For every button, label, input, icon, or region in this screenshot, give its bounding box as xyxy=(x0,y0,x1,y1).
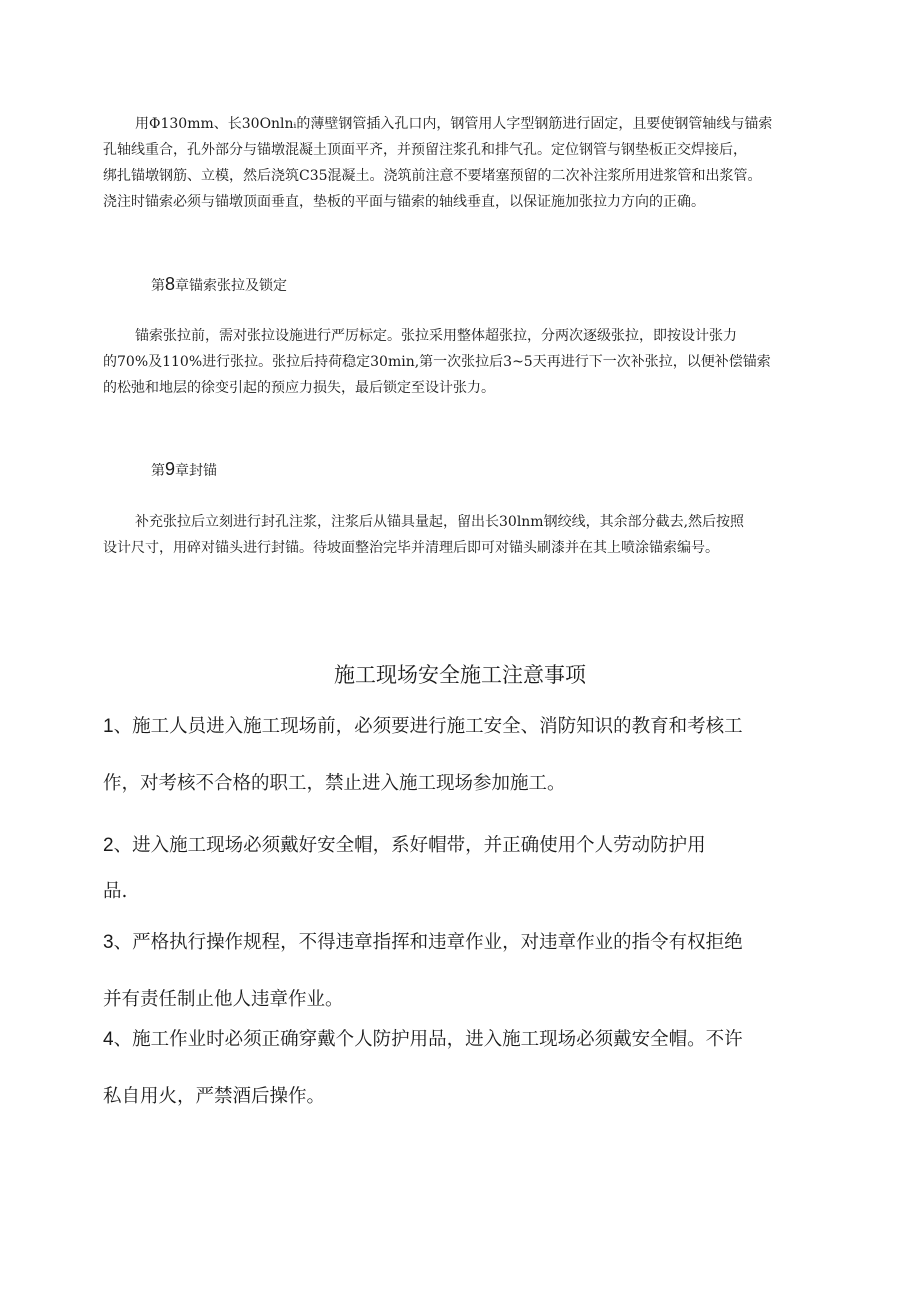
item-number: 3 xyxy=(103,932,114,953)
item-text: 、施工人员进入施工现场前，必须要进行施工安全、消防知识的教育和考核工 xyxy=(113,716,743,737)
safety-item-2 xyxy=(103,831,815,907)
item-number: 1 xyxy=(103,716,114,737)
chapter-number: 8 xyxy=(165,274,176,294)
safety-item-line xyxy=(103,1025,815,1055)
chapter-title: 章锚索张拉及锁定 xyxy=(175,278,288,294)
item-text: 、施工作业时必须正确穿戴个人防护用品，进入施工现场必须戴安全帽。不许 xyxy=(113,1029,743,1050)
paragraph-line: 锚索张拉前，需对张拉设施进行严厉标定。张拉采用整体超张拉，分两次逐级张拉，即按设计张力 xyxy=(135,328,737,344)
safety-item-line: 品. xyxy=(103,881,128,902)
item-number: 4 xyxy=(103,1029,114,1050)
paragraph-line: 的70%及110%进行张拉。张拉后持荷稳定30min,第一次张拉后3~5天再进行下一次补张拉，以便补偿锚索 xyxy=(103,354,771,370)
safety-item-line xyxy=(103,712,815,742)
item-text: 、进入施工现场必须戴好安全帽，系好帽带，并正确使用个人劳动防护用 xyxy=(113,835,706,856)
paragraph-line: 的松弛和地层的徐变引起的预应力损失，最后锁定至设计张力。 xyxy=(103,380,495,396)
anchor-pier-paragraph xyxy=(103,111,815,215)
safety-item-line xyxy=(103,928,815,958)
chapter-prefix: 第 xyxy=(151,278,165,294)
chapter-9-heading xyxy=(151,458,217,482)
safety-title: 施工现场安全施工注意事项 xyxy=(334,663,586,687)
paragraph-line: 用Φ130mm、长30Onlnᵢ的薄壁钢管插入孔口内，钢管用人字型钢筋进行固定，且要使钢管轴线与锚索 xyxy=(135,116,773,132)
safety-item-line: 并有责任制止他人违章作业。 xyxy=(103,989,344,1010)
paragraph-line: 孔轴线重合，孔外部分与锚墩混凝土顶面平齐，并预留注浆孔和排气孔。定位钢管与钢垫板正交焊接后， xyxy=(103,142,747,158)
paragraph-line: 绑扎锚墩钢筋、立模，然后浇筑C35混凝土。浇筑前注意不要堵塞预留的二次补注浆所用进浆管和出浆管。 xyxy=(103,168,762,184)
chapter-title: 章封锚 xyxy=(175,463,218,479)
item-number: 2 xyxy=(103,835,114,856)
chapter-number: 9 xyxy=(165,459,176,479)
item-text: 、严格执行操作规程，不得违章指挥和违章作业，对违章作业的指令有权拒绝 xyxy=(113,932,743,953)
paragraph-line: 补充张拉后立刻进行封孔注浆，注浆后从锚具量起，留出长30lnm钢绞线，其余部分截去,然后按照 xyxy=(135,514,745,530)
chapter-8-heading xyxy=(151,273,287,297)
safety-item-4 xyxy=(103,1025,815,1112)
safety-item-3 xyxy=(103,928,815,1015)
safety-item-1 xyxy=(103,712,815,799)
safety-item-line: 作，对考核不合格的职工，禁止进入施工现场参加施工。 xyxy=(103,773,566,794)
anchor-sealing-paragraph xyxy=(103,509,815,561)
chapter-prefix: 第 xyxy=(151,463,165,479)
paragraph-line: 浇注时锚索必须与锚墩顶面垂直，垫板的平面与锚索的轴线垂直，以保证施加张拉力方向的正确。 xyxy=(103,194,705,210)
tensioning-paragraph xyxy=(103,323,815,401)
paragraph-line: 设计尺寸，用碎对锚头进行封锚。待坡面整治完毕并清理后即可对锚头刷漆并在其上喷涂锚索编号。 xyxy=(103,540,719,556)
safety-item-line: 私自用火，严禁酒后操作。 xyxy=(103,1086,326,1107)
safety-item-line xyxy=(103,831,815,861)
